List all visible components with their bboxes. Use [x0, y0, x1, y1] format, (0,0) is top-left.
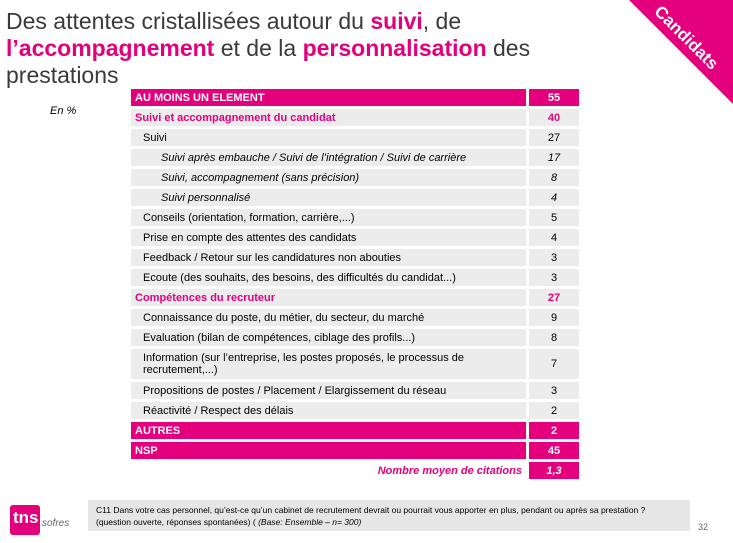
- row-label: Evaluation (bilan de compétences, ciblage des profils...): [131, 329, 526, 346]
- footnote: [88, 500, 690, 531]
- row-label: Ecoute (des souhaits, des besoins, des difficultés du candidat...): [131, 269, 526, 286]
- table-row: [131, 209, 579, 226]
- row-value: 2: [526, 402, 579, 419]
- title-highlight-accompagnement: l’accompagnement: [6, 35, 215, 61]
- title-highlight-personnalisation: personnalisation: [302, 35, 487, 61]
- row-value: 4: [526, 189, 579, 206]
- row-value: 2: [526, 422, 579, 439]
- row-label: Prise en compte des attentes des candidats: [131, 229, 526, 246]
- table-row: [131, 349, 579, 379]
- row-label: Suivi personnalisé: [131, 189, 526, 206]
- row-value: 8: [526, 329, 579, 346]
- row-label: Propositions de postes / Placement / Elargissement du réseau: [131, 382, 526, 399]
- page-title: [6, 8, 626, 89]
- row-label: AU MOINS UN ELEMENT: [131, 89, 526, 106]
- row-label: Suivi, accompagnement (sans précision): [131, 169, 526, 186]
- table-row: [131, 402, 579, 419]
- table-row: [131, 129, 579, 146]
- row-value: 27: [526, 289, 579, 306]
- table-row: [131, 329, 579, 346]
- corner-ribbon: [629, 0, 733, 104]
- table-row-total: [131, 89, 579, 106]
- table-row-nsp: [131, 442, 579, 459]
- row-label: Suivi: [131, 129, 526, 146]
- row-value: 7: [526, 349, 579, 379]
- title-part-1: Des attentes cristallisées autour du: [6, 8, 371, 34]
- row-value: 3: [526, 269, 579, 286]
- tns-sofres-logo: [10, 505, 80, 535]
- row-label: Suivi après embauche / Suivi de l’intégration / Suivi de carrière: [131, 149, 526, 166]
- title-highlight-suivi: suivi: [370, 8, 423, 34]
- row-value: 1,3: [526, 462, 579, 479]
- row-value: 17: [526, 149, 579, 166]
- row-label: Nombre moyen de citations: [131, 462, 526, 479]
- row-value: 55: [526, 89, 579, 106]
- footnote-text: C11 Dans votre cas personnel, qu’est-ce qu’un cabinet de recrutement devrait ou pourrait vous apporter en plus, pendant ou après sa prestation ? (question ouverte, réponses spontanées) (: [96, 505, 646, 527]
- page-number: 32: [698, 522, 709, 532]
- logo-subtext: sofres: [42, 518, 70, 529]
- row-label: AUTRES: [131, 422, 526, 439]
- unit-label: En %: [50, 105, 77, 117]
- row-value: 5: [526, 209, 579, 226]
- row-label: NSP: [131, 442, 526, 459]
- table-row-sub: [131, 169, 579, 186]
- row-value: 8: [526, 169, 579, 186]
- table-row-section: [131, 109, 579, 126]
- row-label: Réactivité / Respect des délais: [131, 402, 526, 419]
- row-value: 9: [526, 309, 579, 326]
- table-row-sub: [131, 189, 579, 206]
- row-value: 4: [526, 229, 579, 246]
- row-label: Conseils (orientation, formation, carrière,...): [131, 209, 526, 226]
- table-row-section: [131, 289, 579, 306]
- logo-text: tns: [13, 508, 39, 527]
- row-label: Compétences du recruteur: [131, 289, 526, 306]
- table-row-autres: [131, 422, 579, 439]
- footnote-base: (Base: Ensemble – n= 300): [258, 517, 362, 527]
- table-row: [131, 309, 579, 326]
- row-value: 40: [526, 109, 579, 126]
- row-value: 45: [526, 442, 579, 459]
- table-row: [131, 249, 579, 266]
- row-value: 3: [526, 382, 579, 399]
- row-value: 3: [526, 249, 579, 266]
- row-value: 27: [526, 129, 579, 146]
- title-part-4: des prestations: [6, 35, 531, 88]
- table-row-sub: [131, 149, 579, 166]
- table-row-average: [131, 462, 579, 479]
- table-row: [131, 229, 579, 246]
- row-label: Feedback / Retour sur les candidatures non abouties: [131, 249, 526, 266]
- row-label: Connaissance du poste, du métier, du secteur, du marché: [131, 309, 526, 326]
- row-label: Suivi et accompagnement du candidat: [131, 109, 526, 126]
- corner-ribbon-label: Candidats: [650, 1, 723, 74]
- title-part-3: et de la: [214, 35, 303, 61]
- title-part-2: , de: [422, 8, 462, 34]
- table-row: [131, 269, 579, 286]
- table-row: [131, 382, 579, 399]
- results-table: [131, 86, 579, 482]
- row-label: Information (sur l’entreprise, les postes proposés, le processus de recrutement,...): [131, 349, 526, 379]
